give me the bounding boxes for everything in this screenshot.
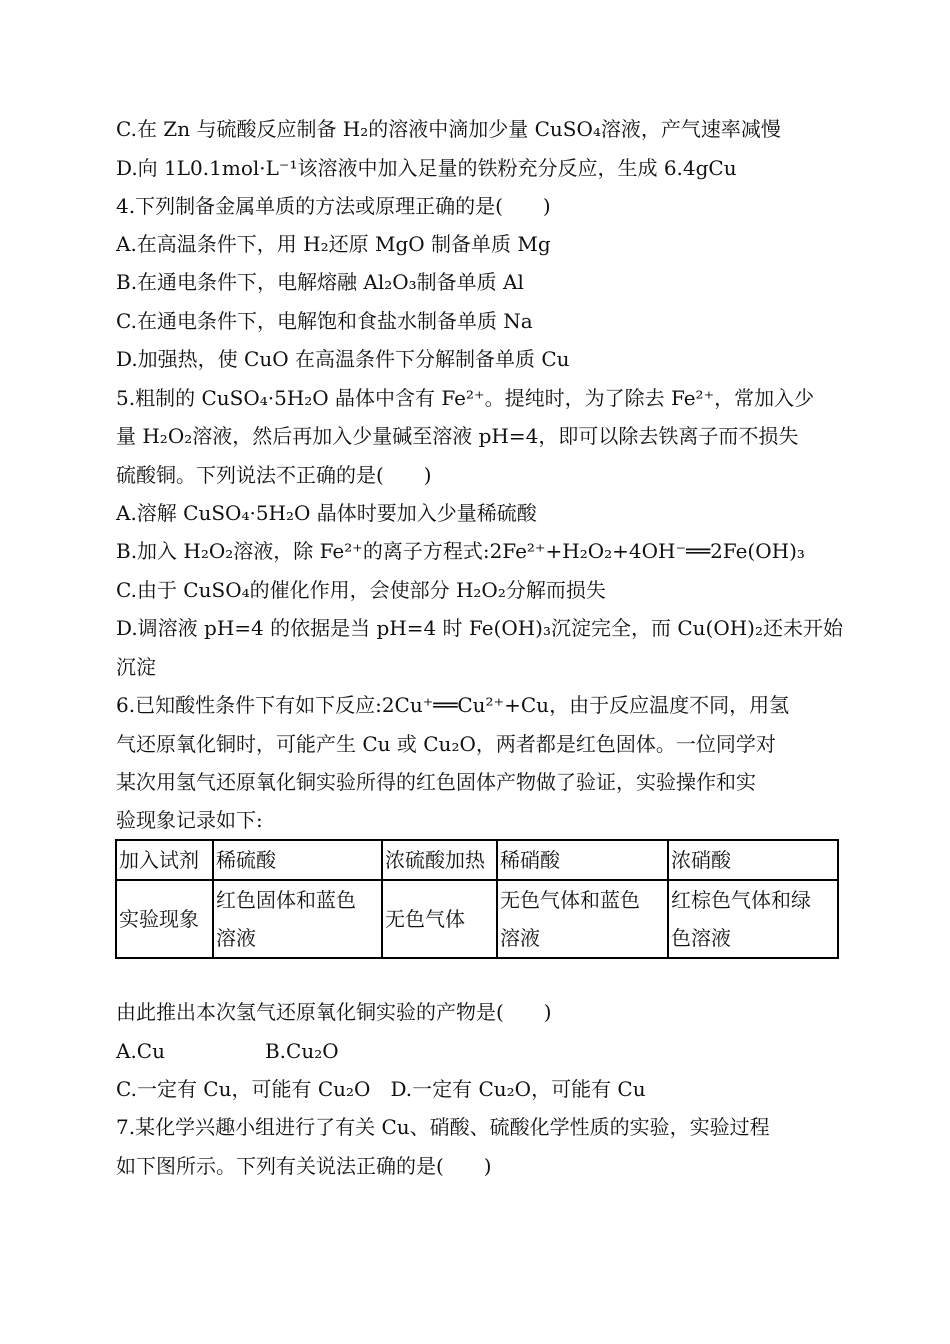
text-line: 4.下列制备金属单质的方法或原理正确的是( ): [116, 194, 551, 218]
table-header-row: [116, 840, 838, 880]
text-line: 验现象记录如下:: [116, 808, 263, 832]
table-row: [116, 880, 838, 958]
text-line: 如下图所示。下列有关说法正确的是( ): [116, 1154, 492, 1178]
table-cell: 浓硝酸: [668, 840, 838, 880]
table-cell: 无色气体: [382, 880, 497, 958]
text-line: B.加入 H₂O₂溶液，除 Fe²⁺的离子方程式:2Fe²⁺+H₂O₂+4OH⁻══2Fe(OH)₃: [116, 539, 805, 563]
table-cell: 无色气体和蓝色 溶液: [497, 880, 668, 958]
text-line: C.在 Zn 与硫酸反应制备 H₂的溶液中滴加少量 CuSO₄溶液，产气速率减慢: [116, 117, 781, 141]
table-cell: 红色固体和蓝色 溶液: [213, 880, 382, 958]
text-line: 沉淀: [116, 655, 156, 679]
text-line: D.调溶液 pH=4 的依据是当 pH=4 时 Fe(OH)₃沉淀完全，而 Cu(OH)₂还未开始: [116, 616, 844, 640]
text-line: C.一定有 Cu，可能有 Cu₂O D.一定有 Cu₂O，可能有 Cu: [116, 1077, 646, 1101]
text-line: 7.某化学兴趣小组进行了有关 Cu、硝酸、硫酸化学性质的实验，实验过程: [116, 1115, 770, 1139]
text-line: 量 H₂O₂溶液，然后再加入少量碱至溶液 pH=4，即可以除去铁离子而不损失: [116, 424, 799, 448]
table-cell: 实验现象: [116, 880, 213, 958]
experiment-table: [115, 839, 839, 959]
table-cell: 稀硫酸: [213, 840, 382, 880]
table-cell: 浓硫酸加热: [382, 840, 497, 880]
text-line: A.溶解 CuSO₄·5H₂O 晶体时要加入少量稀硫酸: [116, 501, 537, 525]
text-line: 某次用氢气还原氧化铜实验所得的红色固体产物做了验证，实验操作和实: [116, 770, 756, 794]
text-line: D.加强热，使 CuO 在高温条件下分解制备单质 Cu: [116, 347, 570, 371]
text-line: 5.粗制的 CuSO₄·5H₂O 晶体中含有 Fe²⁺。提纯时，为了除去 Fe²⁺，常加入少: [116, 386, 815, 410]
table-cell: 加入试剂: [116, 840, 213, 880]
text-line: 由此推出本次氢气还原氧化铜实验的产物是( ): [116, 1000, 552, 1024]
text-line: C.在通电条件下，电解饱和食盐水制备单质 Na: [116, 309, 533, 333]
table-cell: 红棕色气体和绿 色溶液: [668, 880, 838, 958]
text-line: D.向 1L0.1mol·L⁻¹该溶液中加入足量的铁粉充分反应，生成 6.4gCu: [116, 156, 737, 180]
text-line: C.由于 CuSO₄的催化作用，会使部分 H₂O₂分解而损失: [116, 578, 606, 602]
text-line: B.在通电条件下，电解熔融 Al₂O₃制备单质 Al: [116, 270, 524, 294]
text-line: A.在高温条件下，用 H₂还原 MgO 制备单质 Mg: [116, 232, 551, 256]
text-line: A.Cu B.Cu₂O: [116, 1039, 339, 1063]
text-line: 硫酸铜。下列说法不正确的是( ): [116, 463, 432, 487]
text-line: 6.已知酸性条件下有如下反应:2Cu⁺══Cu²⁺+Cu，由于反应温度不同，用氢: [116, 693, 790, 717]
text-line: 气还原氧化铜时，可能产生 Cu 或 Cu₂O，两者都是红色固体。一位同学对: [116, 732, 776, 756]
table-cell: 稀硝酸: [497, 840, 668, 880]
